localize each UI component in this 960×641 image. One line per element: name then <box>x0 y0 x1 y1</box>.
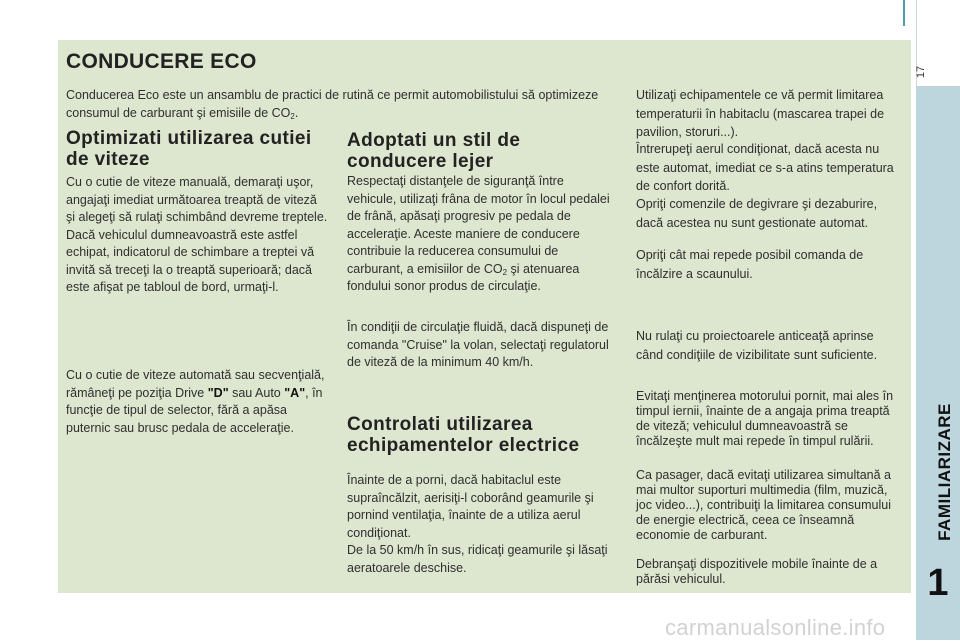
right-para8: Debranşaţi dispozitivele mobile înainte de a părăsi vehiculul. <box>636 557 878 586</box>
section2-para1-text-a: Respectaţi distanţele de siguranţă între vehicule, utilizaţi frâna de motor în locul pedalei de frână, apăsaţi progresiv pe pedala de acceleraţie. Aceste maniere de conducere contribuie la reducerea consumului de carburant, a emisiilor de CO <box>347 174 610 276</box>
section3-para2: De la 50 km/h în sus, ridicaţi geamurile şi lăsaţi aeratoarele deschise. <box>347 543 608 575</box>
right-para5: Nu rulaţi cu proiectoarele anticeaţă aprinse când condiţiile de vizibilitate sunt suficiente. <box>636 329 878 362</box>
para2-text-b: sau Auto <box>228 385 285 400</box>
para2-text-c: , în funcţie de tipul de selector, fără a apăsa puternic sau brusc pedala de acceleraţie. <box>66 385 323 435</box>
intro-text: Conducerea Eco este un ansamblu de practici de rutină ce permit automobilistului să optimizeze consumul de carburant şi emisiile de CO <box>66 88 599 120</box>
para2-text-a: Cu o cutie de viteze automată sau secvenţială, rămâneţi pe poziţia Drive <box>66 368 325 400</box>
page-number: 17 <box>915 65 927 79</box>
right-para4: Opriţi cât mai repede posibil comanda de încălzire a scaunului. <box>636 248 864 281</box>
watermark: carmanualsonline.info <box>665 615 886 640</box>
drive-label: "D" <box>207 385 229 400</box>
chapter-number: 1 <box>927 562 949 604</box>
side-tab-label: FAMILIARIZARE <box>935 403 954 541</box>
section2-para1-text-b: şi atenuarea fondului sonor produs de circulaţie. <box>347 261 580 293</box>
right-para6: Evitaţi menţinerea motorului pornit, mai ales în timpul iernii, înainte de a angaja prima treaptă de viteză; vehiculul dumneavoastră se încălzeşte mult mai repede în timpul rulării. <box>636 389 894 448</box>
right-para7: Ca pasager, dacă evitaţi utilizarea simultană a mai multor suporturi multimedia (film, muzică, joc video...), contribuiţi la limitarea consumului de energie electrică, ceea ce înseamnă economie de carburant. <box>636 468 892 542</box>
section2-subscript: 2 <box>502 267 508 277</box>
section2-heading: Adoptati un stil de conducere lejer <box>347 130 521 172</box>
section1-para2 <box>66 367 328 437</box>
right-para3: Opriţi comenzile de degivrare şi dezaburire, dacă acestea nu sunt gestionate automat. <box>636 197 878 230</box>
auto-label: "A" <box>284 385 306 400</box>
top-accent-mark <box>903 0 905 26</box>
chapter-side-tab <box>916 86 960 640</box>
intro-paragraph <box>66 86 606 122</box>
section2-para1 <box>347 173 613 296</box>
section1-para1: Cu o cutie de viteze manuală, demaraţi uşor, angajaţi imediat următoarea treaptă de viteză şi alegeţi să rulaţi schimbând devreme treptele. Dacă vehiculul dumneavoastră este astfel echipat, indicatorul de schimbare a treptei vă invită să treceţi la o treaptă superioară; dacă este afişat pe tabloul de bord, urmaţi-l. <box>66 175 328 294</box>
section3-heading: Controlati utilizarea echipamentelor electrice <box>347 414 580 456</box>
intro-subscript: 2 <box>290 112 295 121</box>
page-title: CONDUCERE ECO <box>66 50 257 73</box>
section3-para1: Înainte de a porni, dacă habitaclul este supraîncălzit, aerisiţi-l coborând geamurile şi pornind ventilaţia, înainte de a utiliza aerul condiţionat. <box>347 473 594 540</box>
right-para1: Utilizaţi echipamentele ce vă permit limitarea temperaturii în habitaclu (mascarea trapei de pavilion, storuri...). <box>636 88 885 139</box>
section1-heading: Optimizati utilizarea cutiei de viteze <box>66 128 312 170</box>
intro-end: . <box>294 106 299 120</box>
section2-para2: În condiţii de circulaţie fluidă, dacă dispuneţi de comanda "Cruise" la volan, selectaţi regulatorul de viteză de la minimum 40 km/h. <box>347 320 609 369</box>
right-para2: Întrerupeţi aerul condiţionat, dacă acesta nu este automat, imediat ce s-a atins temperatura de confort dorită. <box>636 142 894 193</box>
